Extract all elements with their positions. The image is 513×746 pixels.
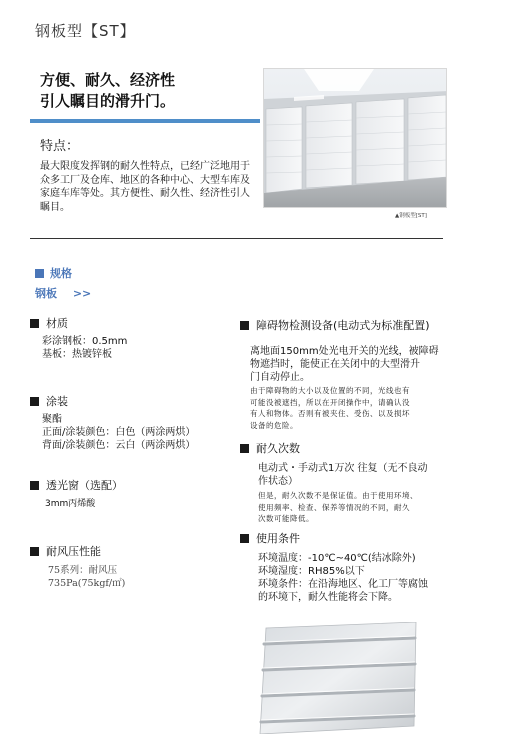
headline-underline: [30, 119, 260, 123]
bullet-square-icon: [30, 319, 39, 328]
durability-note-line: 但是，耐久次数不是保证值。由于使用环境、: [258, 491, 418, 500]
durability-title-label: 耐久次数: [256, 442, 300, 455]
durability-main-line: 电动式・手动式1万次 往复（无不良动: [258, 463, 428, 474]
coating-title-label: 涂装: [46, 395, 68, 408]
durability-note-line: 次数可能降低。: [258, 514, 314, 523]
obstacle-main: [250, 345, 439, 384]
bullet-square-icon: [30, 481, 39, 490]
window-line: 3mm丙烯酸: [45, 499, 96, 509]
obstacle-main-line: 门自动停止。: [250, 372, 310, 383]
obstacle-main-line: 物遮挡时，能使正在关闭中的大型滑升: [250, 359, 420, 370]
features-text: 最大限度发挥钢的耐久性特点，已经广泛地用于众多工厂及仓库、地区的各种中心、大型车库及家庭车库等处。其方便性、耐久性、经济性引人瞩目。: [40, 161, 250, 213]
window-title: [30, 477, 123, 493]
obstacle-note-line: 设备的危险。: [250, 420, 298, 430]
wind-title-label: 耐风压性能: [46, 545, 101, 558]
conditions-line: 环境湿度：RH85%以下: [258, 566, 365, 577]
obstacle-note: [250, 385, 410, 431]
durability-note: [258, 490, 418, 525]
obstacle-title: [240, 317, 430, 333]
spec-subheader: [35, 285, 91, 301]
bullet-square-icon: [240, 321, 249, 330]
spec-subheader-label: 钢板: [35, 287, 57, 300]
wind-body: [48, 564, 125, 590]
spec-header: [35, 265, 72, 281]
material-title-label: 材质: [46, 317, 68, 330]
material-line: 彩涂钢板：0.5mm: [42, 336, 128, 347]
durability-main-line: 作状态）: [258, 476, 298, 487]
window-title-label: 透光窗（选配）: [46, 479, 123, 492]
conditions-line: 的环境下，耐久性能将会下降。: [258, 592, 398, 603]
section-divider: [30, 238, 443, 239]
wind-title: [30, 543, 101, 559]
chevron-right-icon: >>: [72, 287, 92, 300]
material-line: 基板：热镀锌板: [42, 349, 112, 360]
headline: [40, 70, 175, 112]
spec-square-icon: [35, 269, 44, 278]
page-title: 钢板型【ST】: [35, 22, 136, 40]
headline-line-2: 引人瞩目的滑升门。: [40, 92, 176, 110]
features-label: 特点：: [40, 139, 80, 154]
obstacle-note-line: 有人和物体。否则有被夹住、受伤、以及损坏: [250, 409, 410, 418]
obstacle-note-line: 由于障碍物的大小以及位置的不同，光线也有: [250, 386, 410, 395]
obstacle-note-line: 可能没被遮挡，所以在开闭操作中，请确认没: [250, 397, 410, 407]
window-body: [45, 498, 95, 511]
spec-header-label: 规格: [50, 267, 72, 280]
conditions-line: 环境条件：在沿海地区、化工厂等腐蚀: [258, 579, 428, 590]
garage-photo: [263, 68, 447, 208]
steel-panel-graphic: [258, 622, 418, 734]
bullet-square-icon: [30, 547, 39, 556]
conditions-line: 环境温度：-10℃~40℃(结冰除外): [258, 553, 416, 564]
bullet-square-icon: [240, 534, 249, 543]
coating-title: [30, 393, 68, 409]
material-title: [30, 315, 68, 331]
bullet-square-icon: [240, 444, 249, 453]
wind-line: 75系列：耐风压: [48, 565, 118, 576]
photo-caption: ▲钢板型[ST]: [395, 213, 427, 219]
material-body: [42, 335, 127, 361]
bullet-square-icon: [30, 397, 39, 406]
wind-line: 735Pa(75kgf/㎡): [48, 578, 126, 589]
coating-body: [42, 413, 195, 452]
coating-line: 正面/涂装颜色：白色（两涂两烘）: [42, 427, 196, 438]
steel-panel-image: [258, 622, 418, 734]
coating-line: 聚酯: [42, 414, 62, 425]
obstacle-title-label: 障碍物检测设备(电动式为标准配置): [256, 319, 430, 332]
durability-title: [240, 440, 300, 456]
conditions-body: [258, 552, 428, 604]
durability-main: [258, 462, 428, 488]
durability-note-line: 使用频率、检查、保养等情况的不同，耐久: [258, 502, 410, 512]
obstacle-main-line: 离地面150mm处光电开关的光线，被障碍: [250, 346, 439, 357]
garage-photo-graphic: [264, 69, 447, 208]
coating-line: 背面/涂装颜色：云白（两涂两烘）: [42, 440, 196, 451]
conditions-title-label: 使用条件: [256, 532, 300, 545]
conditions-title: [240, 530, 300, 546]
headline-line-1: 方便、耐久、经济性: [40, 71, 176, 89]
